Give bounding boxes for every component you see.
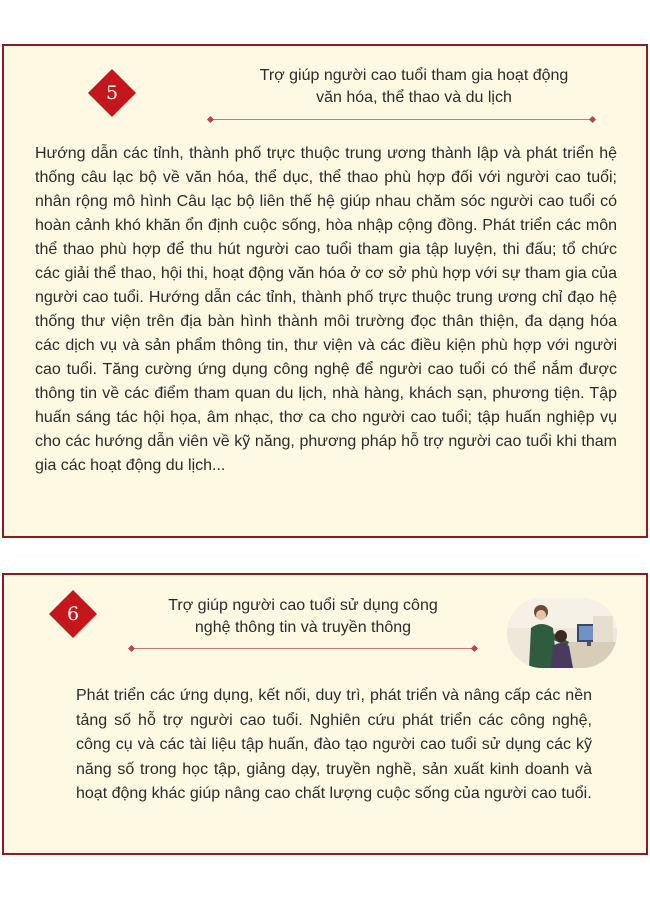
section-card-6: [2, 573, 648, 855]
elderly-computer-photo: [507, 598, 617, 668]
section-body-text: Phát triển các ứng dụng, kết nối, duy trì, phát triển và nâng cấp các nền tảng số hỗ trợ người cao tuổi. Nghiên cứu phát triển các công nghệ, công cụ và các tài liệu tập huấn, đào tạo người cao tuổi sử dụng các kỹ năng số trong học tập, giảng dạy, truyền nghề, sản xuất kinh doanh và hoạt động khác giúp nâng cao chất lượng cuộc sống của người cao tuổi.: [76, 687, 592, 802]
section-title-line-1: Trợ giúp người cao tuổi sử dụng công: [168, 597, 438, 614]
title-divider: [211, 119, 592, 120]
title-divider: [132, 648, 474, 649]
section-title-line-2: văn hóa, thể thao và du lịch: [316, 89, 512, 106]
section-title: [112, 595, 494, 639]
section-title: [204, 65, 624, 109]
section-title-line-1: Trợ giúp người cao tuổi tham gia hoạt động: [259, 67, 569, 84]
section-number: 5: [105, 82, 119, 104]
section-title-line-2: nghệ thông tin và truyền thông: [194, 619, 412, 636]
section-number: 6: [66, 603, 80, 625]
section-body-text: Hướng dẫn các tỉnh, thành phố trực thuộc trung ương thành lập và phát triển hệ thống câu lạc bộ về văn hóa, thể dục, thể thao phù hợp đối với người cao tuổi; nhân rộng mô hình Câu lạc bộ liên thế hệ giúp nhau chăm sóc người cao tuổi có hoàn cảnh khó khăn ổn định cuộc sống, hòa nhập cộng đồng. Phát triển các môn thể thao phù hợp để thu hút người cao tuổi tham gia tập luyện, thi đấu; tổ chức các giải thể thao, hội thi, hoạt động văn hóa ở cơ sở phù hợp với sự tham gia của người cao tuổi. Hướng dẫn các tỉnh, thành phố trực thuộc trung ương chỉ đạo hệ thống thư viện trên địa bàn hình thành môi trường đọc thân thiện, đa dạng hóa các dịch vụ và sản phẩm thông tin, thư viện và các điều kiện phù hợp với người cao tuổi. Tăng cường ứng dụng công nghệ để người cao tuổi có thể nắm được thông tin về các điểm tham quan du lịch, nhà hàng, khách sạn, phương tiện. Tập huấn sáng tác hội họa, âm nhạc, thơ ca cho người cao tuổi; tập huấn nghiệp vụ cho các hướng dẫn viên về kỹ năng, phương pháp hỗ trợ người cao tuổi khi tham gia các hoạt động du lịch...: [35, 145, 617, 474]
photo-illustration-icon: [507, 598, 617, 668]
section-card-5: [2, 44, 648, 538]
